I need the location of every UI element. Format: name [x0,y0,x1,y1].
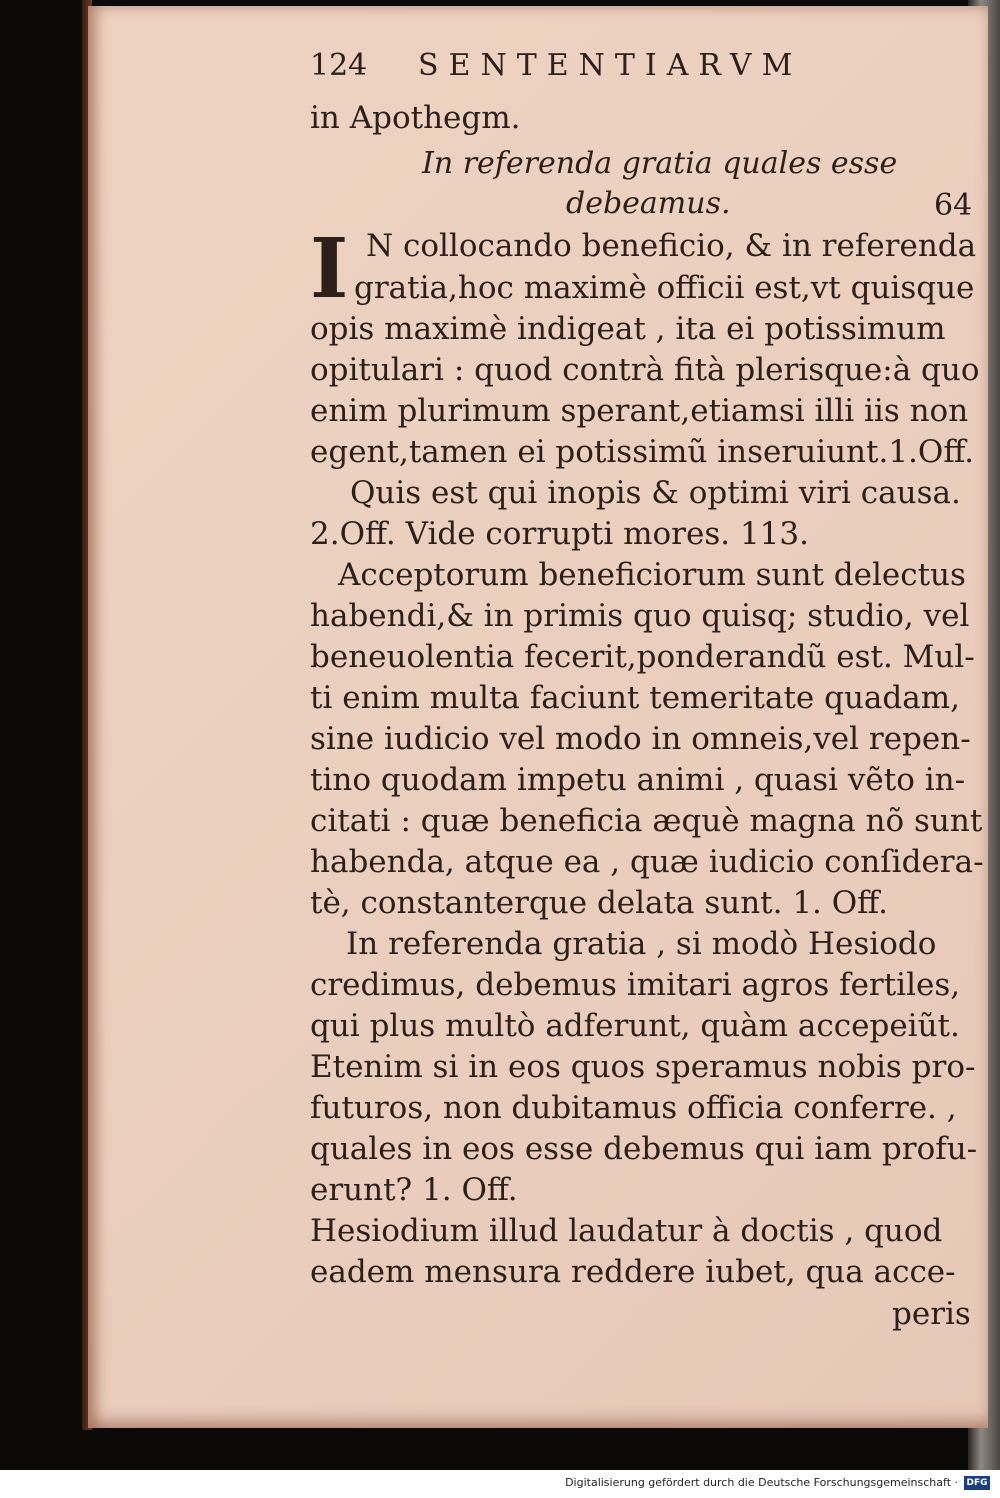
page-number: 124 [310,48,368,83]
body-line: opis maximè indigeat , ita ei potissimum [310,311,946,347]
body-line: erunt? 1. Off. [310,1172,518,1208]
section-heading-line-1: In referenda gratia quales esse [422,146,898,181]
body-line: Quis est qui inopis & optimi viri causa. [350,475,961,511]
dfg-logo: DFG [964,1476,990,1490]
body-line: credimus, debemus imitari agros fertiles, [310,967,961,1003]
body-line: tè, constanterque delata sunt. 1. Off. [310,885,888,921]
body-line: egent,tamen ei potissimũ inseruiunt.1.Off. [310,434,975,470]
drop-cap-initial: I [310,221,349,317]
body-line: sine iudicio vel modo in omneis,vel repen- [310,721,971,757]
body-line: 2.Off. Vide corrupti mores. 113. [310,516,809,552]
body-line: ti enim multa faciunt temeritate quadam, [310,680,960,716]
body-line: Etenim si in eos quos speramus nobis pro- [310,1049,976,1085]
running-title: SENTENTIARVM [418,48,803,83]
body-line: habenda, atque ea , quæ iudicio conſidera- [310,844,984,880]
body-line: Acceptorum beneficiorum sunt delectus [338,557,966,593]
body-line: qui plus multò adferunt, quàm accepeiũt. [310,1008,960,1044]
body-line: beneuolentia fecerit,ponderandũ est. Mul- [310,639,975,675]
body-line: citati : quæ beneficia æquè magna nõ sunt [310,803,983,839]
body-line: In referenda gratia , si modò Hesiodo [346,926,937,962]
lead-line: in Apothegm. [310,100,521,136]
funding-credit: Digitalisierung gefördert durch die Deutsche Forschungsgemeinschaft · [565,1476,958,1489]
entry-number: 64 [934,188,973,223]
digitization-footer [0,1470,1000,1498]
body-line: gratia,hoc maximè officii est,vt quisque [354,270,975,306]
body-line: eadem mensura reddere iubet, qua acce- [310,1254,956,1290]
body-line: enim plurimum sperant,etiamsi illi iis non [310,393,969,429]
body-line: opitulari : quod contrà fità plerisque:à quo [310,352,980,388]
body-line: Hesiodium illud laudatur à doctis , quod [310,1213,943,1249]
body-line: habendi,& in primis quo quisq; studio, vel [310,598,970,634]
body-line: tino quodam impetu animi , quasi vẽto in- [310,762,966,798]
catchword: peris [892,1296,971,1332]
running-head [310,48,978,92]
body-line: N collocando beneficio, & in referenda [366,228,977,264]
body-line: futuros, non dubitamus officia conferre. , [310,1090,957,1126]
book-page [88,6,988,1428]
body-line: quales in eos esse debemus qui iam profu- [310,1131,978,1167]
section-heading-line-2: debeamus. [566,186,731,221]
